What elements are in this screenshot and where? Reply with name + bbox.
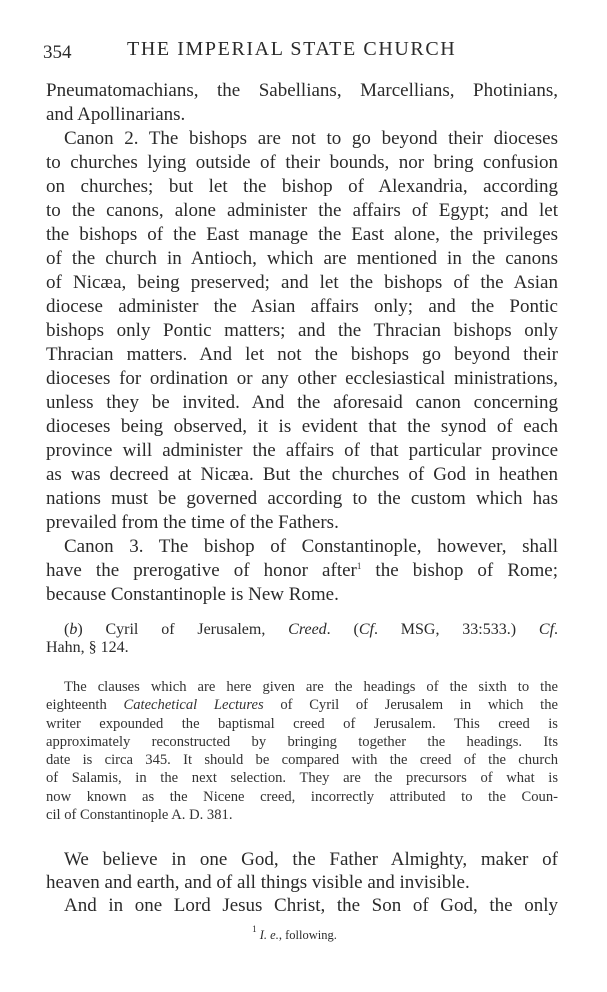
text-line: province will administer the affairs of that particular province: [46, 440, 558, 461]
text-line: The clauses which are here given are the headings of the sixth to the: [64, 679, 558, 695]
text-line: and Apollinarians.: [46, 104, 186, 125]
text-line: Canon 2. The bishops are not to go beyond their dioceses: [64, 128, 558, 149]
text-line: unless they be invited. And the aforesaid canon concerning: [46, 392, 558, 413]
italic-text: Cf: [538, 621, 555, 638]
paragraph: [46, 127, 558, 535]
text-line: of the church in Antioch, which are mentioned in the canons: [46, 248, 558, 269]
text-line: [46, 621, 558, 639]
running-header: [43, 38, 558, 64]
text-line: the bishops of the East manage the East alone, the privileges: [46, 224, 558, 245]
creed-text: [46, 848, 558, 917]
text-run: the bishop of Rome;: [361, 560, 558, 581]
editorial-note: [46, 678, 558, 824]
text-run: of Cyril of Jerusalem in which the: [263, 697, 558, 714]
text-line: to churches lying outside of their bounds, nor bring confusion: [46, 152, 558, 173]
italic-text: b: [69, 621, 78, 638]
italic-text: Creed: [288, 621, 327, 638]
text-line: Pneumatomachians, the Sabellians, Marcellians, Photinians,: [46, 80, 558, 101]
text-line: dioceses being observed, it is evident that the synod of each: [46, 416, 558, 437]
text-line: heaven and earth, and of all things visible and invisible.: [46, 872, 470, 893]
text-line: Thracian matters. And let not the bishops go beyond their: [46, 344, 558, 365]
text-run: .: [554, 621, 559, 638]
text-line: dioceses for ordination or any other ecclesiastical ministrations,: [46, 368, 558, 389]
text-line: date is circa 345. It should be compared with the creed of the church: [46, 752, 558, 769]
paragraph: [46, 678, 558, 824]
text-line: of Nicæa, being preserved; and let the bishops of the Asian: [46, 272, 558, 293]
paragraph: [46, 894, 558, 917]
source-citation: [46, 621, 558, 657]
paragraph: [46, 535, 558, 607]
main-text: [46, 79, 558, 607]
text-run: , following.: [278, 928, 337, 942]
footnote-marker: 1: [252, 924, 257, 934]
text-run: ) Cyril of Jerusalem,: [77, 621, 289, 638]
text-line: bishops only Pontic matters; and the Thracian bishops only: [46, 320, 558, 341]
footnote: [0, 924, 607, 943]
text-line: to the canons, alone administer the affairs of Egypt; and let: [46, 200, 558, 221]
text-line: because Constantinople is New Rome.: [46, 584, 339, 605]
text-line: [46, 559, 558, 583]
text-line: Hahn, § 124.: [46, 639, 129, 656]
footnote-text: [252, 924, 337, 942]
text-line: [46, 696, 558, 714]
text-line: diocese administer the Asian affairs only; and the Pontic: [46, 296, 558, 317]
footnote-marker: 1: [356, 561, 362, 571]
paragraph: [46, 848, 558, 894]
paragraph: [46, 621, 558, 657]
text-line: nations must be governed according to the custom which has: [46, 488, 558, 509]
running-title: THE IMPERIAL STATE CHURCH: [127, 38, 457, 60]
italic-text: Cf: [358, 621, 374, 638]
text-run: . MSG, 33:533.): [373, 621, 539, 638]
text-line: of Salamis, in the next selection. They are the precursors of what is: [46, 770, 558, 787]
text-line: We believe in one God, the Father Almighty, maker of: [64, 849, 558, 870]
text-line: Canon 3. The bishop of Constantinople, however, shall: [64, 536, 558, 557]
text-line: writer expounded the baptismal creed of Jerusalem. This creed is: [46, 715, 558, 732]
text-run: have the prerogative of honor after: [46, 560, 357, 581]
italic-text: I. e.: [259, 928, 279, 942]
text-run: (: [64, 621, 70, 638]
text-line: And in one Lord Jesus Christ, the Son of God, the only: [64, 895, 558, 916]
page-number: 354: [43, 42, 72, 63]
text-line: prevailed from the time of the Fathers.: [46, 512, 339, 533]
text-line: cil of Constantinople A. D. 381.: [46, 807, 233, 824]
text-run: eighteenth: [46, 697, 124, 714]
italic-text: Catechetical Lectures: [123, 697, 264, 714]
text-line: now known as the Nicene creed, incorrectly attributed to the Coun-: [46, 788, 558, 805]
text-line: approximately reconstructed by bringing together the headings. Its: [46, 733, 558, 750]
text-line: on churches; but let the bishop of Alexandria, according: [46, 176, 558, 197]
paragraph: [46, 79, 558, 127]
text-line: as was decreed at Nicæa. But the churches of God in heathen: [46, 464, 558, 485]
text-run: . (: [326, 621, 359, 638]
